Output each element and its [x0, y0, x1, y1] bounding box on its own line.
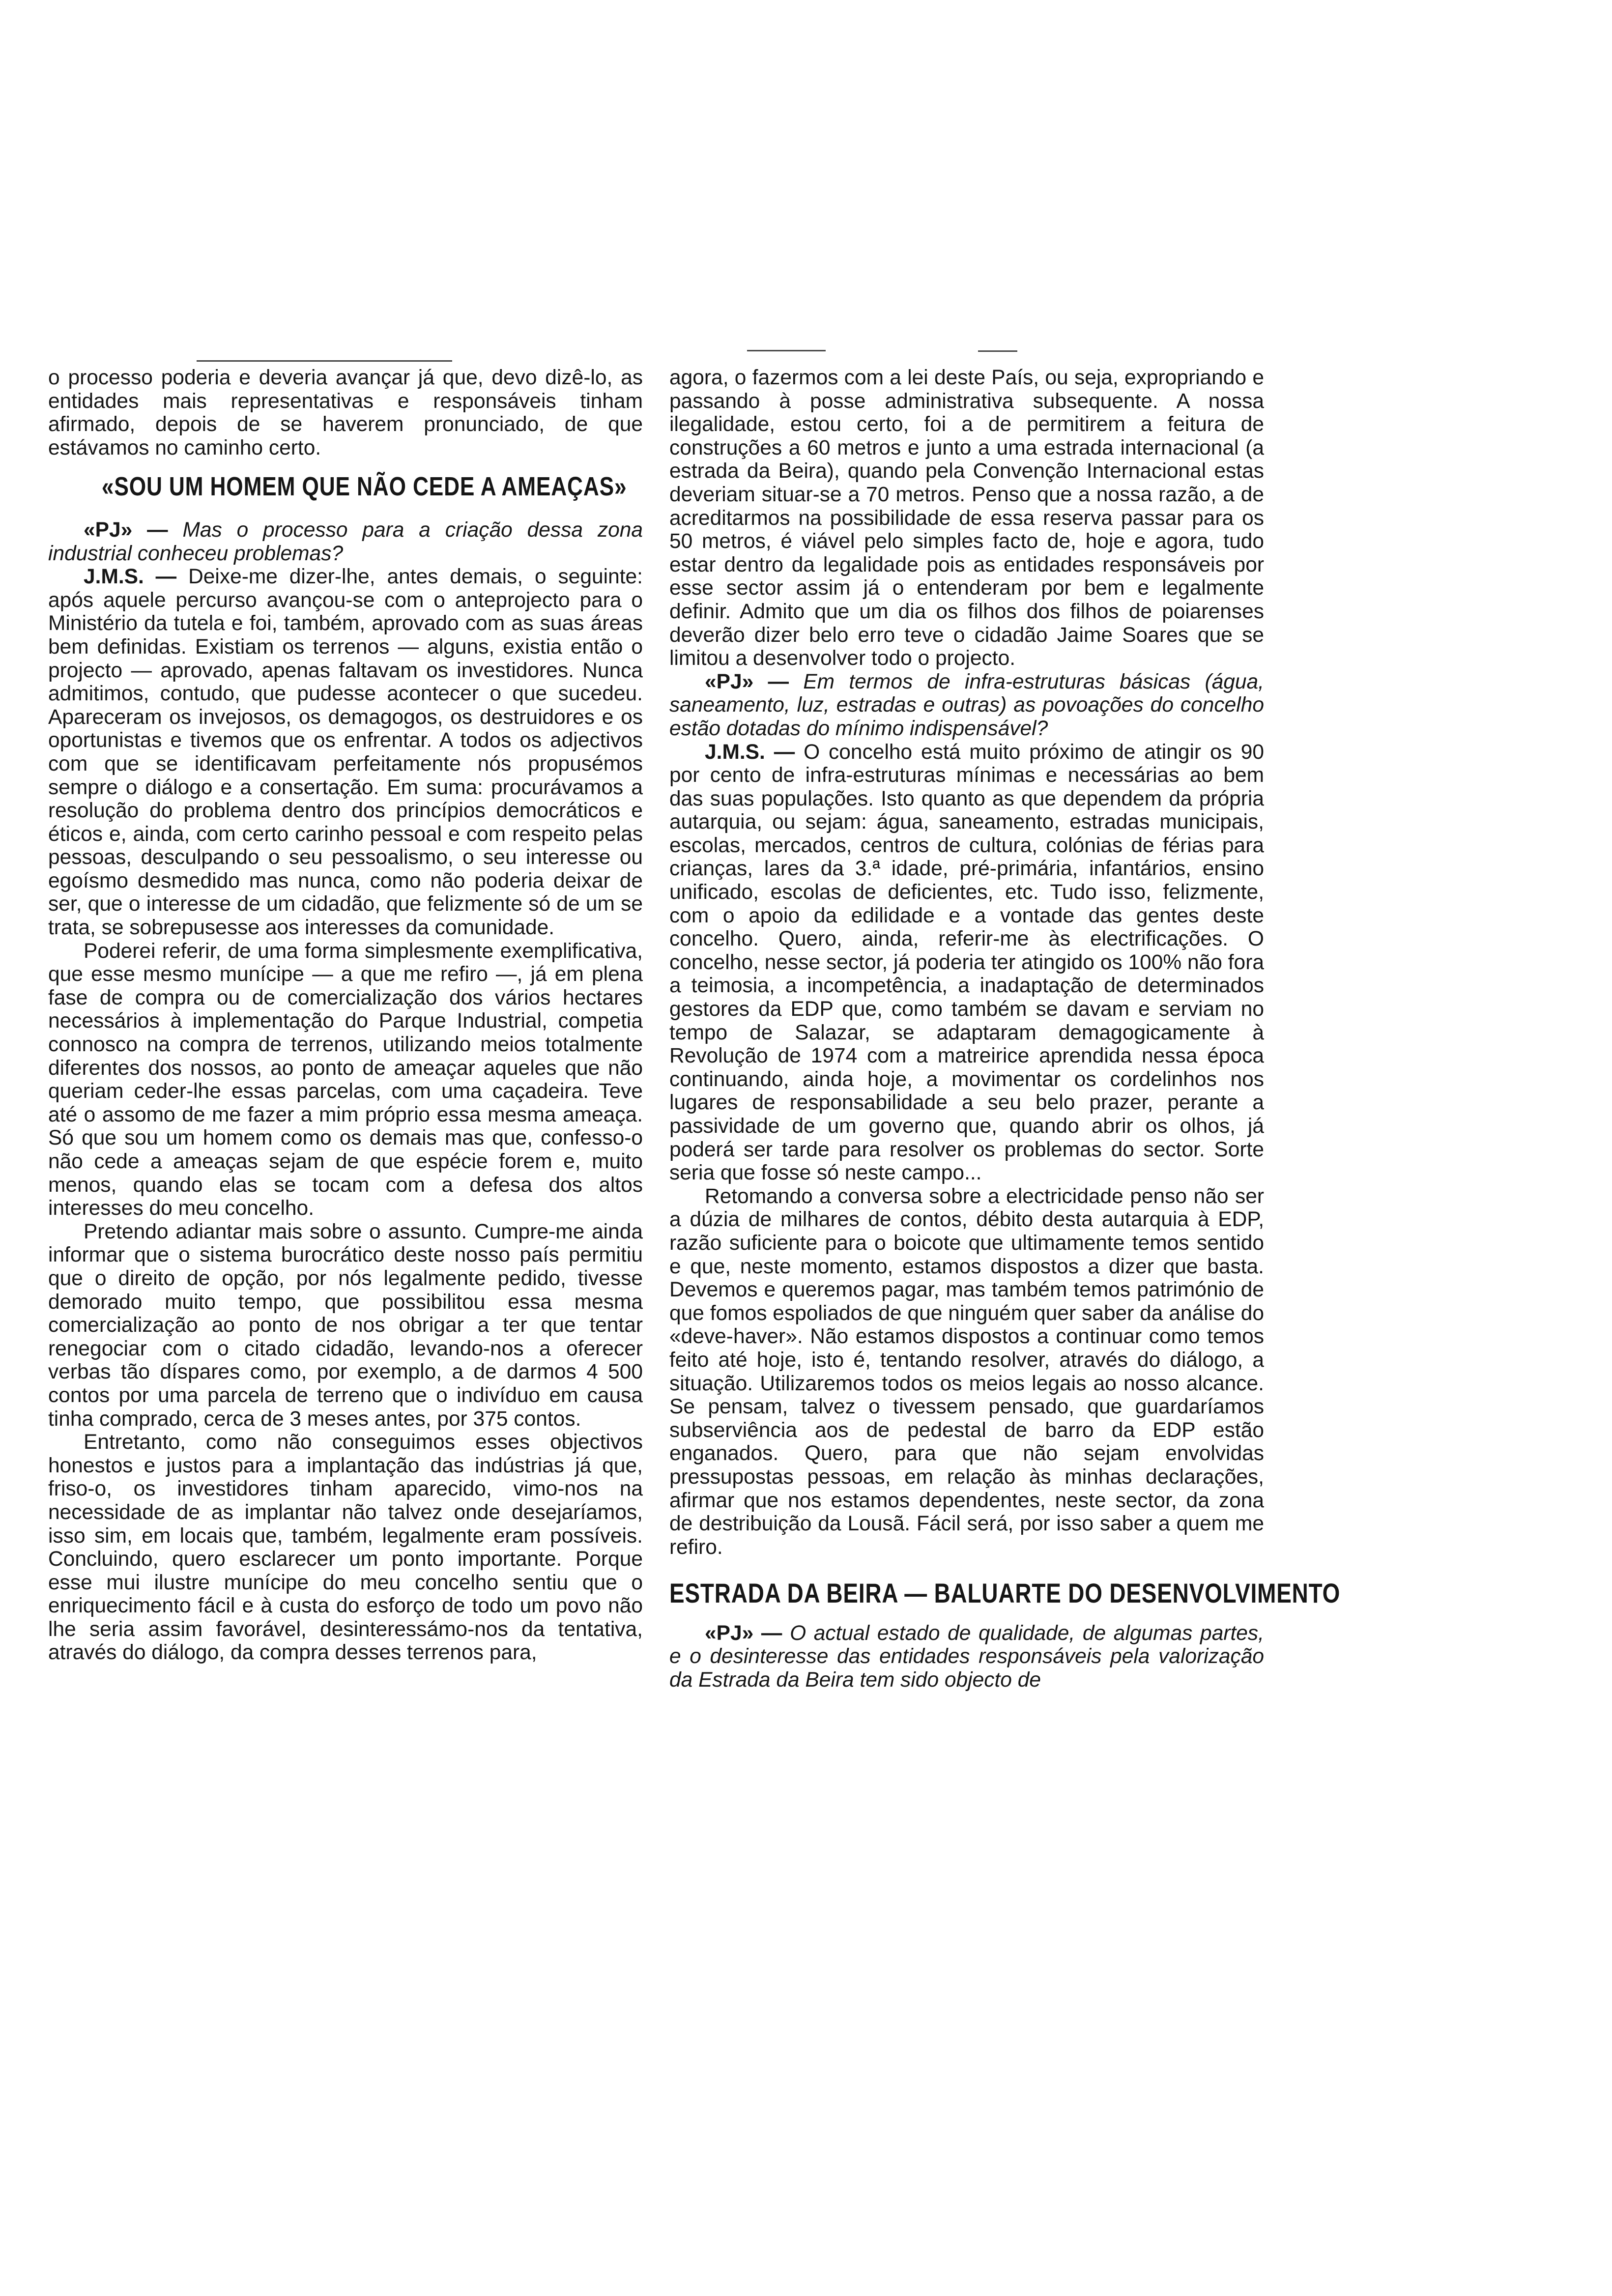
section-heading: «SOU UM HOMEM QUE NÃO CEDE A AMEAÇAS» [101, 472, 627, 502]
question-text: Em termos de infra-estruturas básicas (água, saneamento, luz, estradas e outras) as povoações do concelho estão dotadas do mínimo indispensável? [669, 670, 1264, 740]
body-paragraph: agora, o fazermos com a lei deste País, ou seja, expropriando e passando à posse administrativa subsequente. A nossa ilegalidade, estou certo, foi a de permitirem a feitura de construções a 60 metros e junto a uma estrada internacional (a estrada da Beira), quando pela Convenção Internacional estas deveriam situar-se a 70 metros. Penso que a nossa razão, a de acreditarmos na possibilidade de essa reserva passar para os 50 metros, é viável pelo simples facto de, hoje e agora, tudo estar dentro da legalidade pois as entidades responsáveis por esse sector assim já o entenderam por bem e legalmente definir. Admito que um dia os filhos dos filhos de poiarenses deverão dizer belo erro teve o cidadão Jaime Soares que se limitou a desenvolver todo o projecto. [669, 366, 1264, 670]
print-artifact [978, 350, 1017, 352]
body-paragraph: Poderei referir, de uma forma simplesmente exemplificativa, que esse mesmo munícipe — a que me refiro —, já em plena fase de compra ou de comercialização dos vários hectares necessários à implementação do Parque Industrial, competia connosco na compra de terrenos, utilizando meios totalmente diferentes dos nossos, ao ponto de ameaçar aqueles que não queriam ceder-lhe essas parcelas, com uma caçadeira. Teve até o assomo de me fazer a mim próprio essa mesma ameaça. Só que sou um homem como os demais mas que, confesso-o não cede a ameaças sejam de que espécie forem e, muito menos, quando elas se tocam com a defesa dos altos interesses do meu concelho. [48, 939, 643, 1220]
section-heading: ESTRADA DA BEIRA — BALUARTE DO DESENVOLVIMENTO [669, 1578, 1341, 1609]
print-artifact [747, 350, 826, 351]
body-paragraph: Pretendo adiantar mais sobre o assunto. Cumpre-me ainda informar que o sistema burocrático deste nosso país permitiu que o direito de opção, por nós legalmente pedido, tivesse demorado muito tempo, que possibilitou essa mesma comercialização ao ponto de nos obrigar a ter que tentar renegociar com o citado cidadão, levando-nos a oferecer verbas tão díspares como, por exemplo, a de darmos 4 500 contos por uma parcela de terreno que o indivíduo em causa tinha comprado, cerca de 3 meses antes, por 375 contos. [48, 1220, 643, 1431]
body-paragraph: Retomando a conversa sobre a electricidade penso não ser a dúzia de milhares de contos, débito desta autarquia à EDP, razão suficiente para o boicote que ultimamente temos sentido e que, neste momento, estamos dispostos a dizer que basta. Devemos e queremos pagar, mas também temos património de que fomos espoliados de que ninguém quer saber da análise do «deve-haver». Não estamos dispostos a continuar como temos feito até hoje, isto é, tentando resolver, através do diálogo, a situação. Utilizaremos todos os meios legais ao nosso alcance. Se pensam, talvez o tivessem pensado, que guardaríamos subserviência aos de pedestal de barro da EDP estão enganados. Quero, para que não sejam envolvidas pressupostas pessoas, em relação às minhas declarações, afirmar que nos estamos dependentes, neste sector, da zona de destribuição da Lousã. Fácil será, por isso saber a quem me refiro. [669, 1184, 1264, 1559]
answer-text: Deixe-me dizer-lhe, antes demais, o seguinte: após aquele percurso avançou-se com o anteprojecto para o Ministério da tutela e foi, também, aprovado com as suas áreas bem definidas. Existiam os terrenos — alguns, existia então o projecto — aprovado, apenas faltavam os investidores. Nunca admitimos, contudo, que pudesse acontecer o que sucedeu. Apareceram os invejosos, os demagogos, os destruidores e os oportunistas e tivemos que os enfrentar. A todos os adjectivos com que se identificavam perfeitamente nós propusémos sempre o diálogo e a consertação. Em suma: procurávamos a resolução do problema dentro dos princípios democráticos e éticos e, ainda, com certo carinho pessoal e com respeito pelas pessoas, desculpando o seu pessoalismo, o seu interesse ou egoísmo desmedido mas nunca, como não poderia deixar de ser, que o interesse de um cidadão, que felizmente só de um se trata, se sobrepusesse aos interesses da comunidade. [48, 565, 643, 940]
interviewer-tag: «PJ» — [705, 670, 789, 693]
interviewer-tag: «PJ» — [84, 518, 168, 542]
question-paragraph [669, 670, 1264, 741]
answer-paragraph [48, 565, 643, 940]
question-paragraph [48, 518, 643, 565]
article-column-right [669, 366, 1341, 1692]
answer-text: O concelho está muito próximo de atingir os 90 por cento de infra-estruturas mínimas e necessárias ao bem das suas populações. Isto quanto as que dependem da própria autarquia, ou sejam: água, saneamento, estradas municipais, escolas, mercados, centros de cultura, colónias de férias para crianças, lares da 3.ª idade, pré-primária, infantários, ensino unificado, escolas de deficientes, etc. Tudo isso, felizmente, com o apoio da edilidade e a vontade das gentes deste concelho. Quero, ainda, referir-me às electrificações. O concelho, nesse sector, já poderia ter atingido os 100% não fora a teimosia, a incompetência, a inadaptação de determinados gestores da EDP que, como também se davam e serviam no tempo de Salazar, se adaptaram demagogicamente à Revolução de 1974 com a matreirice aprendida nessa época continuando, ainda hoje, a movimentar os cordelinhos nos lugares de responsabilidade a seu belo prazer, perante a passividade de um governo que, quando abrir os olhos, já poderá ser tarde para resolver os problemas do sector. Sorte seria que fosse só neste campo... [669, 740, 1264, 1185]
speaker-tag: J.M.S. — [84, 565, 177, 589]
question-text: Mas o processo para a criação dessa zona industrial conheceu problemas? [48, 518, 643, 565]
print-artifact [197, 360, 452, 362]
question-paragraph [669, 1622, 1264, 1692]
body-paragraph: o processo poderia e deveria avançar já que, devo dizê-lo, as entidades mais representativas e responsáveis tinham afirmado, depois de se haverem pronunciado, de que estávamos no caminho certo. [48, 366, 643, 459]
body-paragraph: Entretanto, como não conseguimos esses objectivos honestos e justos para a implantação das indústrias já que, friso-o, os investidores tinham aparecido, vimo-nos na necessidade de as implantar não talvez onde desejaríamos, isso sim, em locais que, também, legalmente eram possíveis. Concluindo, quero esclarecer um ponto importante. Porque esse mui ilustre munícipe do meu concelho sentiu que o enriquecimento fácil e à custa do esforço de todo um povo não lhe seria assim favorável, desinteressámo-nos da tentativa, através do diálogo, da compra desses terrenos para, [48, 1431, 643, 1665]
article-column-left [48, 366, 643, 1665]
question-text: O actual estado de qualidade, de algumas partes, e o desinteresse das entidades responsáveis pela valorização da Estrada da Beira tem sido objecto de [669, 1621, 1264, 1692]
answer-paragraph [669, 741, 1264, 1185]
speaker-tag: J.M.S. — [705, 740, 795, 764]
interviewer-tag: «PJ» — [705, 1621, 782, 1645]
